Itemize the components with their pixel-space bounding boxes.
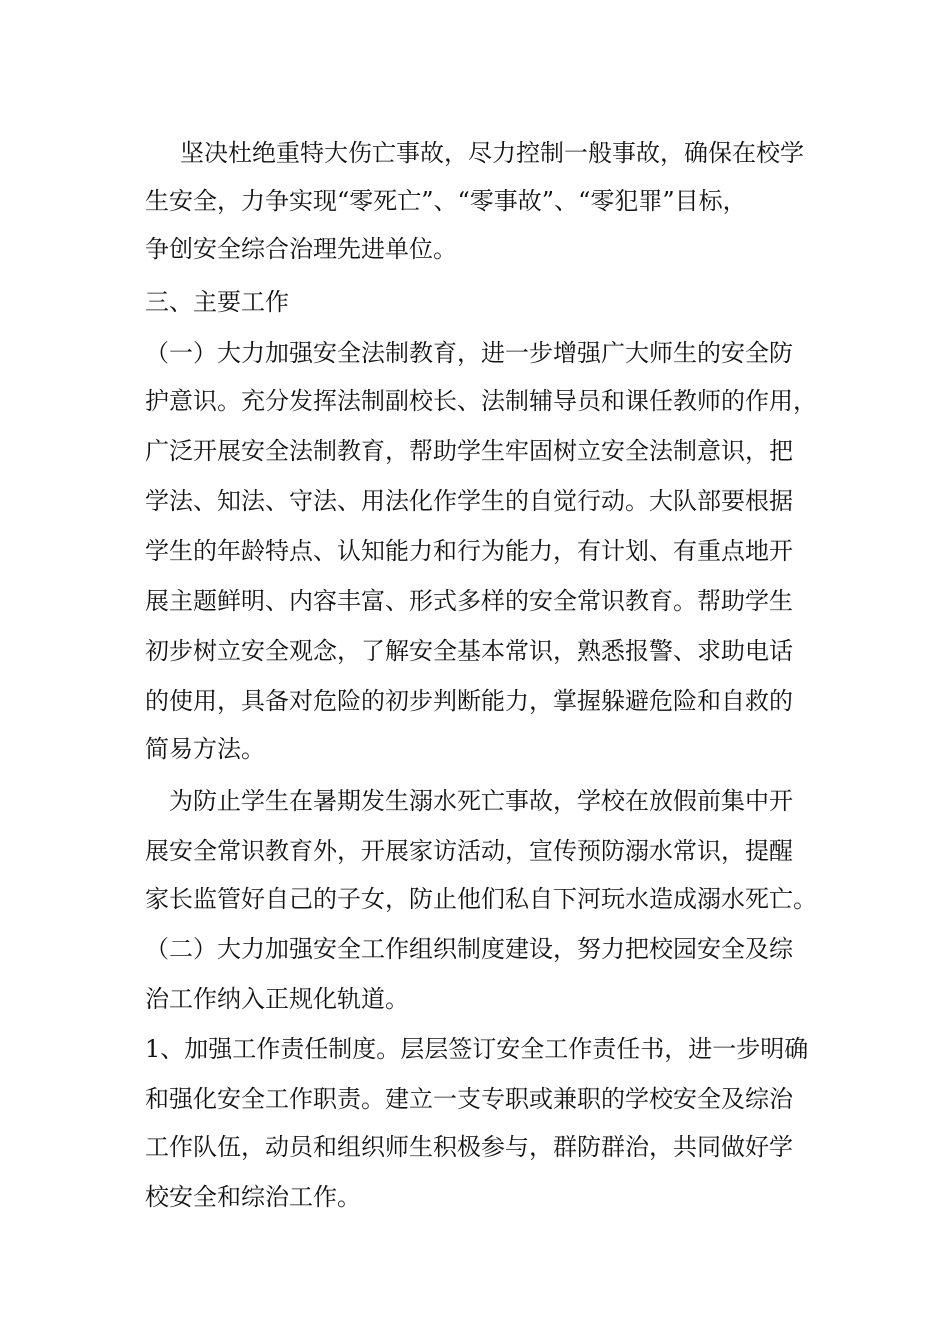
paragraph-line: 工作队伍，动员和组织师生积极参与，群防群治，共同做好学 (145, 1133, 793, 1161)
paragraph-line: 简易方法。 (145, 735, 265, 763)
paragraph-line: 坚决杜绝重特大伤亡事故，尽力控制一般事故，确保在校学 (180, 139, 804, 167)
paragraph-line: 的使用，具备对危险的初步判断能力，掌握躲避危险和自救的 (145, 687, 793, 715)
paragraph-line: 为防止学生在暑期发生溺水死亡事故，学校在放假前集中开 (169, 787, 793, 815)
paragraph-line: 广泛开展安全法制教育，帮助学生牢固树立安全法制意识，把 (145, 437, 793, 465)
paragraph-line: 初步树立安全观念，了解安全基本常识，熟悉报警、求助电话 (145, 637, 793, 665)
paragraph-line: 展主题鲜明、内容丰富、形式多样的安全常识教育。帮助学生 (145, 587, 793, 615)
paragraph-line: 1、加强工作责任制度。层层签订安全工作责任书，进一步明确 (145, 1035, 809, 1063)
section-heading: （二）大力加强安全工作组织制度建设，努力把校园安全及综 (145, 935, 793, 963)
paragraph-line: 家长监管好自己的子女，防止他们私自下河玩水造成溺水死亡。 (145, 885, 817, 913)
paragraph-line: 护意识。充分发挥法制副校长、法制辅导员和课任教师的作用， (145, 387, 817, 415)
paragraph-line: 学生的年龄特点、认知能力和行为能力，有计划、有重点地开 (145, 537, 793, 565)
paragraph-line: 争创安全综合治理先进单位。 (145, 235, 457, 263)
paragraph-line: （一）大力加强安全法制教育，进一步增强广大师生的安全防 (145, 339, 793, 367)
paragraph-line: 治工作纳入正规化轨道。 (145, 985, 409, 1013)
paragraph-line: 校安全和综治工作。 (145, 1183, 361, 1211)
paragraph-line: 和强化安全工作职责。建立一支专职或兼职的学校安全及综治 (145, 1085, 793, 1113)
paragraph-line: 展安全常识教育外，开展家访活动，宣传预防溺水常识，提醒 (145, 837, 793, 865)
paragraph-line: 学法、知法、守法、用法化作学生的自觉行动。大队部要根据 (145, 487, 793, 515)
paragraph-line: 生安全，力争实现“零死亡”、“零事故”、“零犯罪”目标， (145, 187, 747, 215)
section-heading: 三、主要工作 (145, 288, 289, 316)
